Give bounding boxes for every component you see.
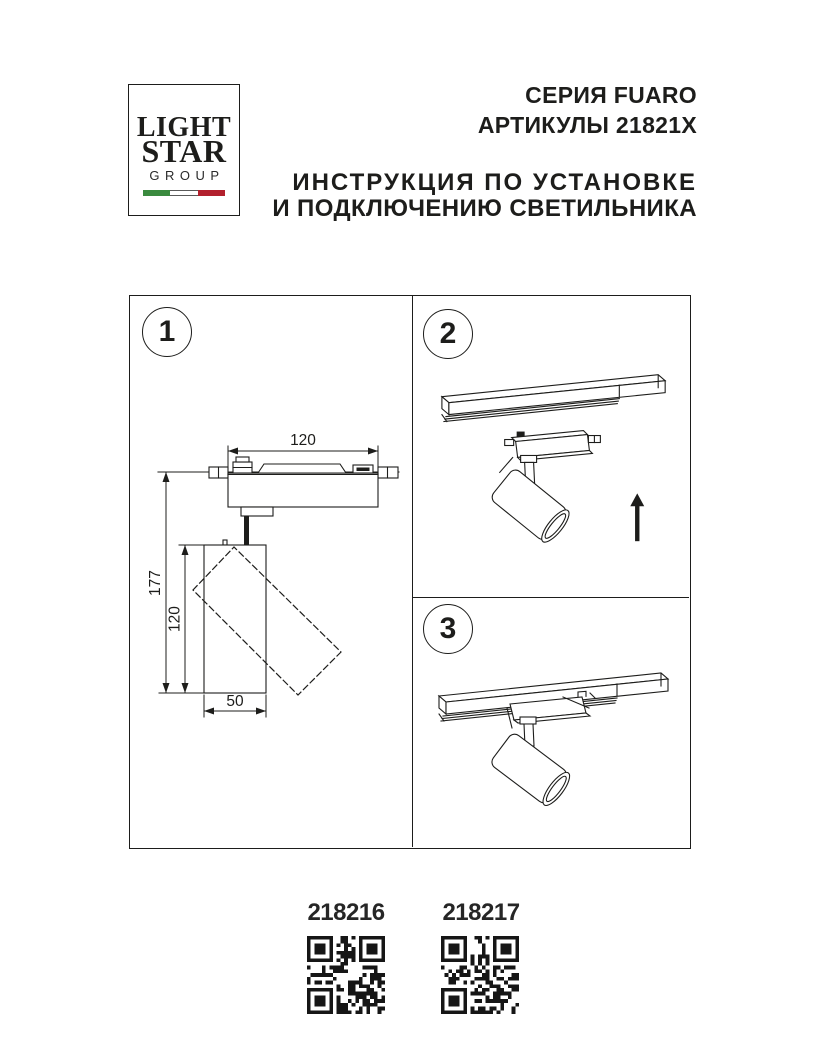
qr-code-218217 — [441, 936, 519, 1014]
flag-red-segment — [198, 190, 225, 197]
track-light-fixture — [489, 431, 600, 546]
lightstar-logo — [128, 84, 240, 216]
step-2-number: 2 — [439, 317, 457, 350]
logo-word-light: LIGHT — [136, 112, 232, 143]
dim-body-height: 120 — [166, 606, 184, 632]
logo-word-group: GROUP — [149, 168, 225, 183]
dim-body-width: 50 — [226, 693, 244, 710]
article-number-218217: 218217 — [442, 899, 520, 926]
flag-white-segment — [170, 190, 197, 197]
track-rail — [442, 375, 665, 422]
document-titles — [272, 80, 697, 222]
step-2-badge — [423, 309, 473, 359]
track-adapter-side-view — [158, 457, 399, 516]
dim-adapter-width: 120 — [290, 432, 316, 449]
articles-title: АРТИКУЛЫ 21821X — [477, 112, 697, 138]
dim-total-height: 177 — [147, 570, 164, 596]
series-title: СЕРИЯ FUARO — [525, 82, 697, 108]
step-2-panel — [413, 296, 689, 598]
step-3-panel — [413, 598, 689, 847]
step-3-badge — [423, 604, 473, 654]
dimension-drawing — [130, 296, 412, 847]
spotlight-body-side-view — [193, 516, 341, 695]
flag-green-segment — [143, 190, 170, 197]
article-number-218216: 218216 — [307, 899, 385, 926]
up-arrow — [630, 493, 644, 541]
step-1-panel — [130, 296, 413, 847]
track-light-fixture — [489, 691, 595, 809]
qr-code-218216 — [307, 936, 385, 1014]
instruction-title-line2: И ПОДКЛЮЧЕНИЮ СВЕТИЛЬНИКА — [272, 195, 697, 222]
step-3-number: 3 — [439, 612, 457, 645]
instruction-diagram — [129, 295, 691, 849]
italian-flag-bar — [143, 190, 225, 197]
step-1-badge — [142, 307, 192, 357]
instruction-title-line1: ИНСТРУКЦИЯ ПО УСТАНОВКЕ — [292, 169, 697, 196]
logo-word-star: STAR — [141, 133, 227, 169]
step-1-number: 1 — [158, 315, 176, 348]
